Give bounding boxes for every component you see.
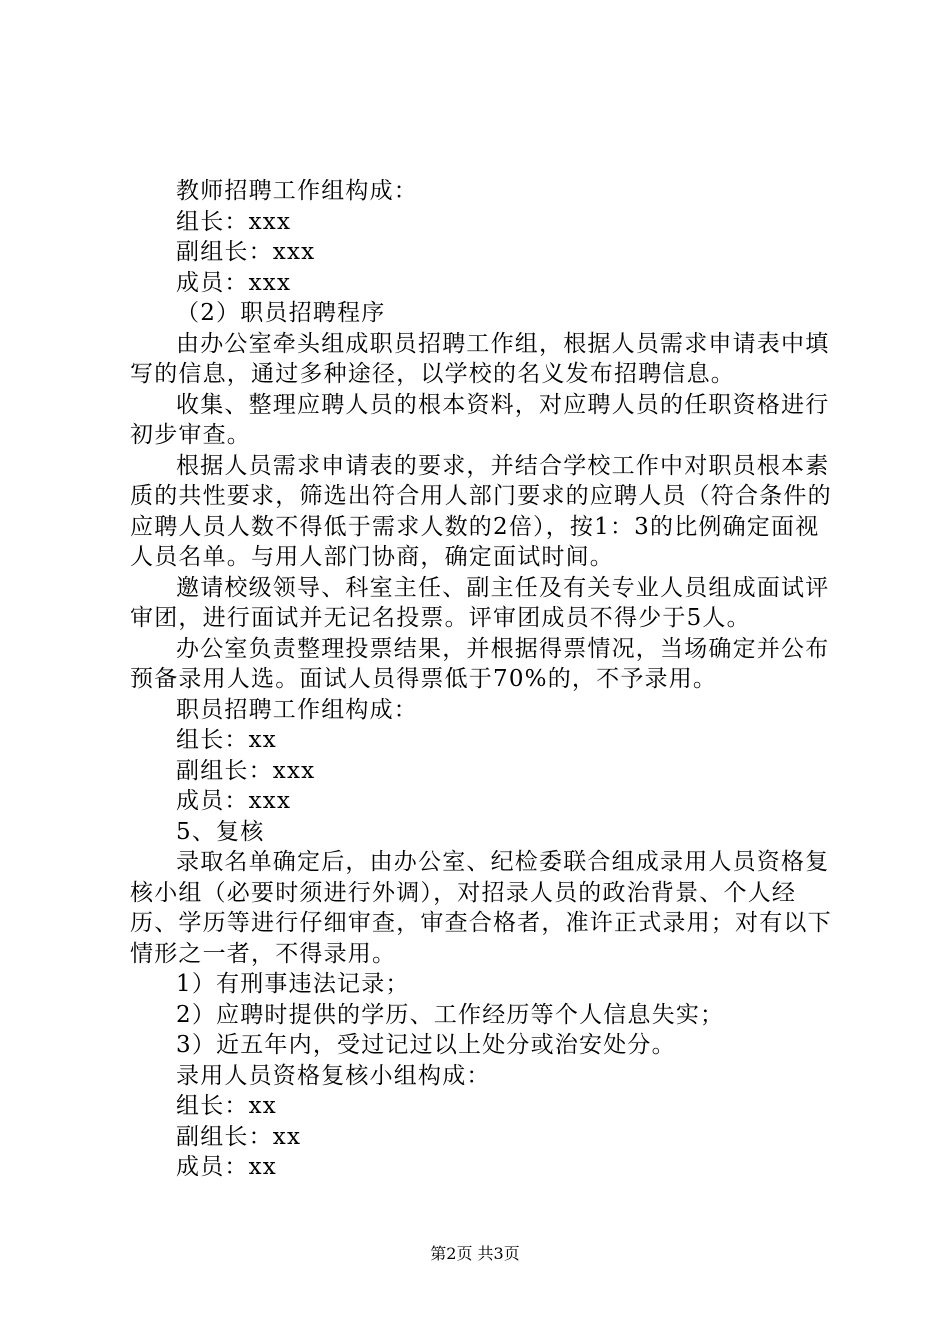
paragraph: 副组长：xxx — [176, 757, 316, 784]
paragraph: 收集、整理应聘人员的根本资料，对应聘人员的任职资格进行初步审查。 — [130, 391, 830, 448]
paragraph: 组长：xx — [176, 727, 277, 753]
paragraph: 组长：xxx — [176, 208, 292, 235]
paragraph: 办公室负责整理投票结果，并根据得票情况，当场确定并公布预备录用人选。面试人员得票低于70%的，不予录用。 — [130, 635, 830, 692]
paragraph: 2）应聘时提供的学历、工作经历等个人信息失实； — [176, 1001, 725, 1028]
paragraph: 职员招聘工作组构成： — [176, 696, 418, 723]
paragraph: 组长：xx — [176, 1093, 277, 1119]
paragraph: 由办公室牵头组成职员招聘工作组，根据人员需求申请表中填写的信息，通过多种途径，以学校的名义发布招聘信息。 — [130, 330, 830, 387]
paragraph: 副组长：xxx — [176, 239, 316, 265]
paragraph: 录用人员资格复核小组构成： — [176, 1062, 491, 1089]
document-body — [130, 176, 836, 1183]
paragraph: 录取名单确定后，由办公室、纪检委联合组成录用人员资格复核小组（必要时须进行外调），对招录人员的政治背景、个人经历、学历等进行仔细审查，审查合格者，准许正式录用；对有以下情形之一者，不得录用。 — [130, 849, 832, 967]
paragraph: 5、复核 — [176, 818, 265, 845]
paragraph: （2）职员招聘程序 — [176, 300, 386, 326]
paragraph: 根据人员需求申请表的要求，并结合学校工作中对职员根本素质的共性要求，筛选出符合用人部门要求的应聘人员（符合条件的应聘人员人数不得低于需求人数的2倍），按1：3的比例确定面视人员名单。与用人部门协商，确定面试时间。 — [130, 452, 832, 570]
paragraph: 邀请校级领导、科室主任、副主任及有关专业人员组成面试评审团，进行面试并无记名投票。评审团成员不得少于5人。 — [130, 574, 830, 631]
paragraph: 成员：xxx — [176, 788, 292, 814]
paragraph: 成员：xx — [176, 1154, 277, 1180]
paragraph: 3）近五年内，受过记过以上处分或治安处分。 — [176, 1032, 676, 1058]
paragraph: 教师招聘工作组构成： — [176, 178, 418, 204]
paragraph: 1）有刑事违法记录； — [176, 971, 410, 997]
paragraph: 成员：xxx — [176, 269, 292, 296]
paragraph: 副组长：xx — [176, 1123, 302, 1150]
page-footer: 第2页 共3页 — [430, 1244, 520, 1263]
